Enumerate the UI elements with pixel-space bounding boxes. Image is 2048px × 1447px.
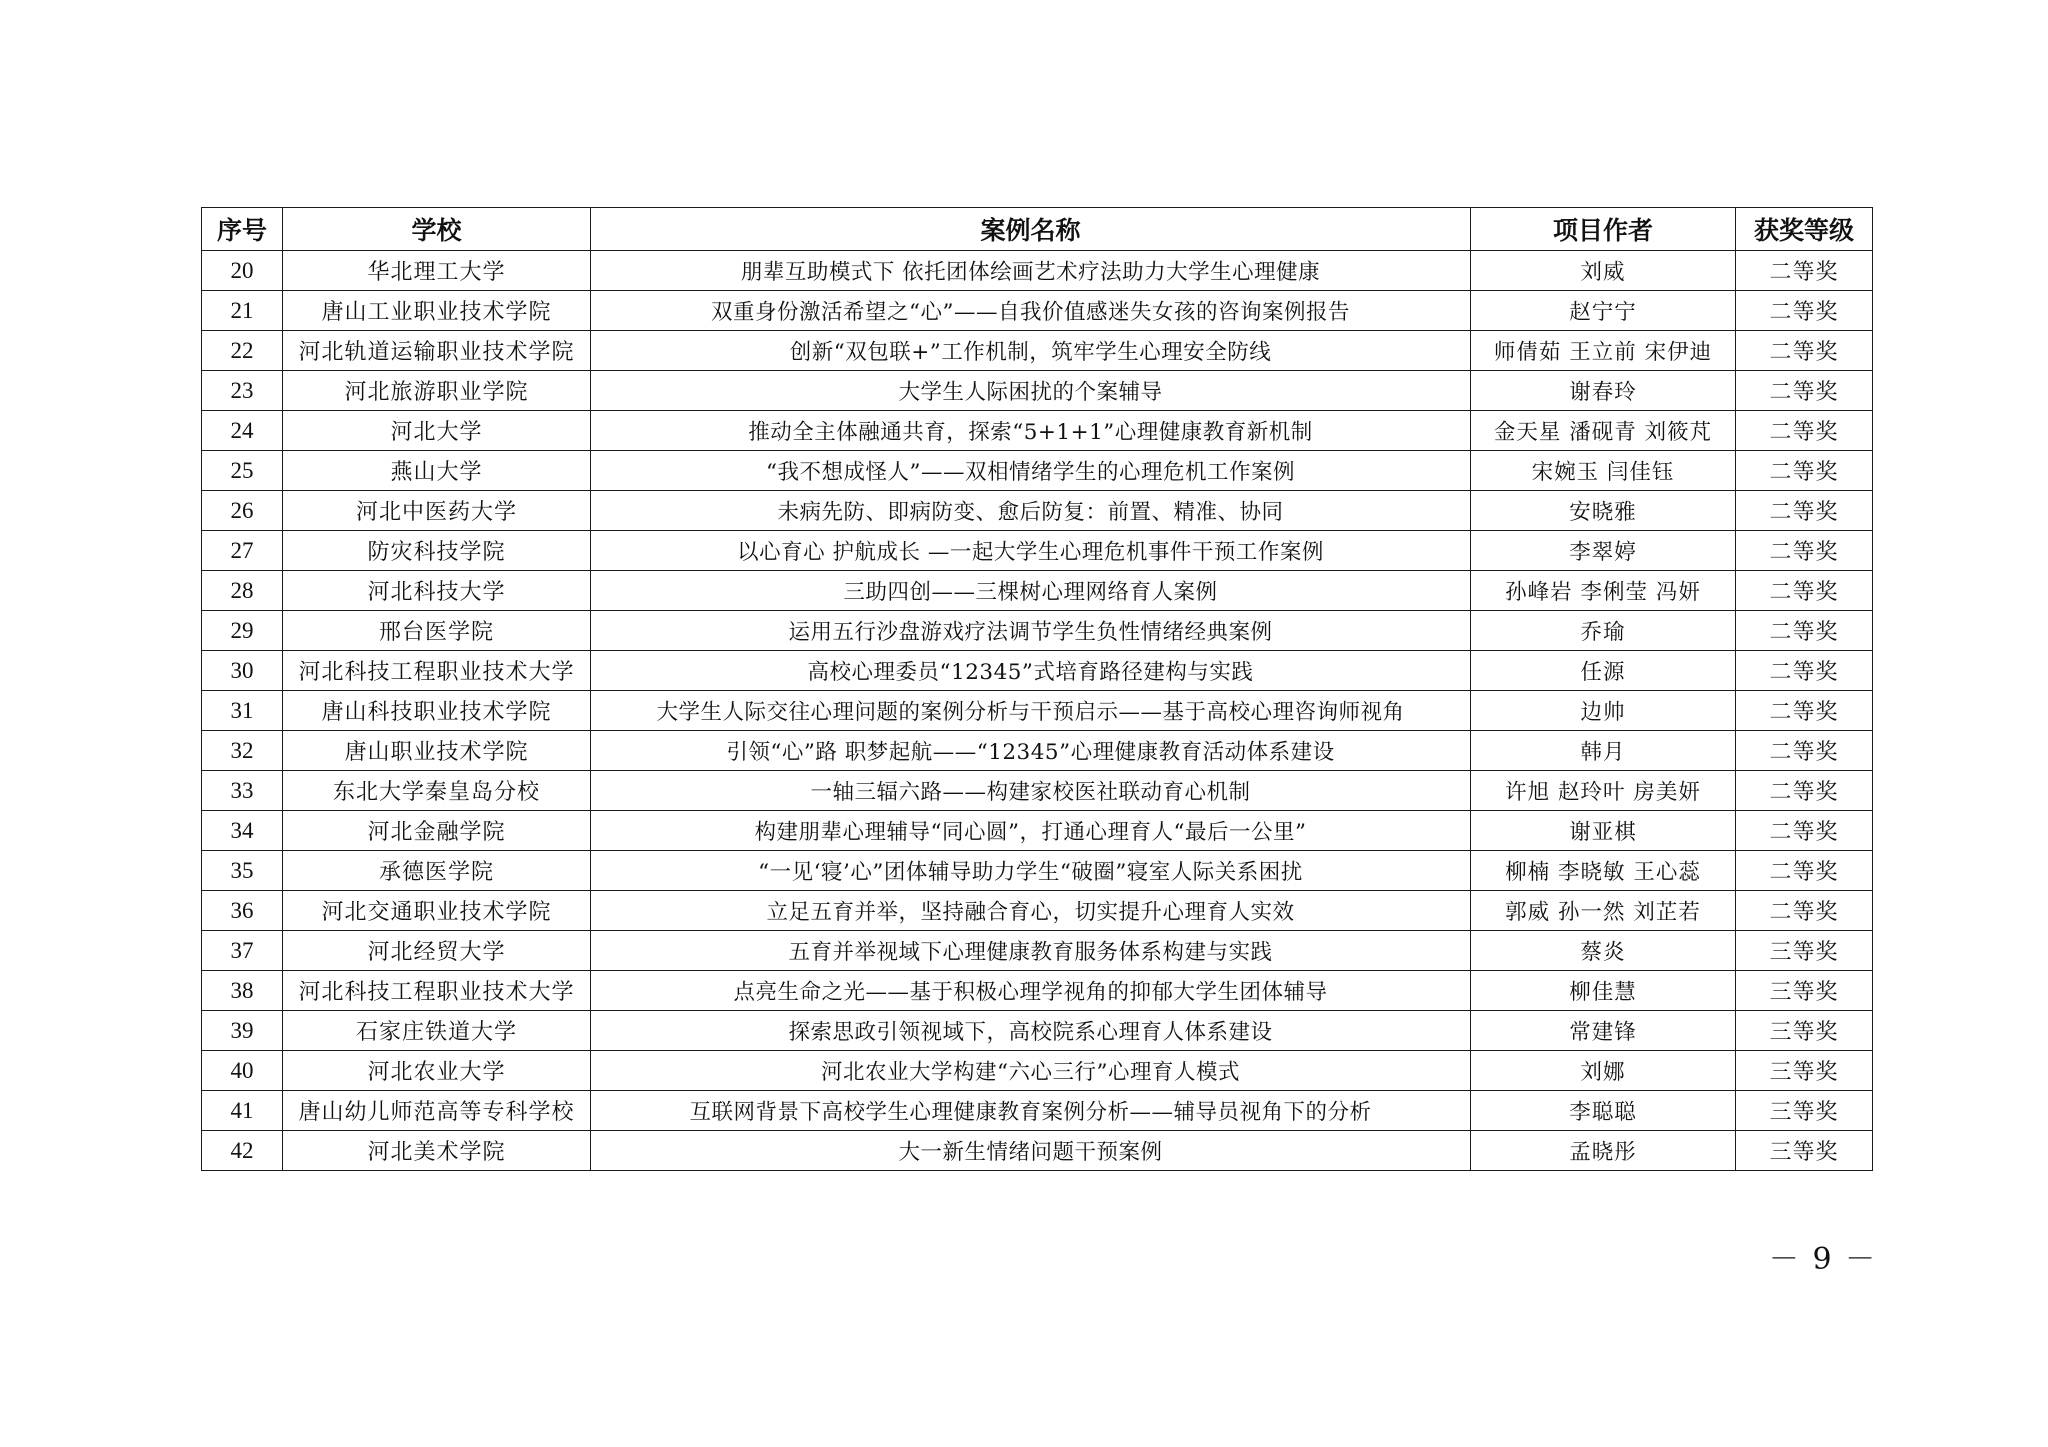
header-index: 序号 xyxy=(202,208,283,251)
cell-authors: 柳佳慧 xyxy=(1471,971,1736,1011)
cell-award: 二等奖 xyxy=(1736,251,1873,291)
table-row xyxy=(202,1051,1873,1091)
cell-school: 河北农业大学 xyxy=(283,1051,591,1091)
cell-index: 36 xyxy=(202,891,283,931)
table-row xyxy=(202,971,1873,1011)
cell-school: 华北理工大学 xyxy=(283,251,591,291)
cell-case-name: 大学生人际困扰的个案辅导 xyxy=(591,371,1471,411)
cell-award: 二等奖 xyxy=(1736,331,1873,371)
cell-authors: 边帅 xyxy=(1471,691,1736,731)
cell-index: 34 xyxy=(202,811,283,851)
cell-index: 24 xyxy=(202,411,283,451)
table-row xyxy=(202,811,1873,851)
cell-case-name: 一轴三辐六路——构建家校医社联动育心机制 xyxy=(591,771,1471,811)
cell-award: 二等奖 xyxy=(1736,571,1873,611)
cell-case-name: 大一新生情绪问题干预案例 xyxy=(591,1131,1471,1171)
cell-case-name: 点亮生命之光——基于积极心理学视角的抑郁大学生团体辅导 xyxy=(591,971,1471,1011)
header-row xyxy=(202,208,1873,251)
cell-school: 石家庄铁道大学 xyxy=(283,1011,591,1051)
table-row xyxy=(202,291,1873,331)
cell-authors: 赵宁宁 xyxy=(1471,291,1736,331)
cell-index: 28 xyxy=(202,571,283,611)
cell-school: 河北轨道运输职业技术学院 xyxy=(283,331,591,371)
table-row xyxy=(202,931,1873,971)
cell-award: 三等奖 xyxy=(1736,1091,1873,1131)
cell-school: 河北科技工程职业技术大学 xyxy=(283,971,591,1011)
cell-award: 二等奖 xyxy=(1736,611,1873,651)
cell-authors: 蔡炎 xyxy=(1471,931,1736,971)
cell-authors: 郭威 孙一然 刘芷若 xyxy=(1471,891,1736,931)
cell-case-name: 运用五行沙盘游戏疗法调节学生负性情绪经典案例 xyxy=(591,611,1471,651)
cell-case-name: 探索思政引领视域下，高校院系心理育人体系建设 xyxy=(591,1011,1471,1051)
cell-school: 燕山大学 xyxy=(283,451,591,491)
table-row xyxy=(202,571,1873,611)
cell-authors: 刘娜 xyxy=(1471,1051,1736,1091)
cell-index: 21 xyxy=(202,291,283,331)
cell-authors: 宋婉玉 闫佳钰 xyxy=(1471,451,1736,491)
cell-school: 防灾科技学院 xyxy=(283,531,591,571)
table-row xyxy=(202,451,1873,491)
cell-award: 二等奖 xyxy=(1736,851,1873,891)
cell-index: 33 xyxy=(202,771,283,811)
table-row xyxy=(202,251,1873,291)
cell-index: 20 xyxy=(202,251,283,291)
header-authors: 项目作者 xyxy=(1471,208,1736,251)
table-row xyxy=(202,731,1873,771)
cell-index: 22 xyxy=(202,331,283,371)
cell-case-name: 大学生人际交往心理问题的案例分析与干预启示——基于高校心理咨询师视角 xyxy=(591,691,1471,731)
cell-award: 二等奖 xyxy=(1736,691,1873,731)
cell-authors: 任源 xyxy=(1471,651,1736,691)
cell-school: 河北旅游职业学院 xyxy=(283,371,591,411)
cell-index: 25 xyxy=(202,451,283,491)
cell-award: 二等奖 xyxy=(1736,891,1873,931)
cell-award: 三等奖 xyxy=(1736,1011,1873,1051)
cell-school: 河北科技工程职业技术大学 xyxy=(283,651,591,691)
cell-school: 承德医学院 xyxy=(283,851,591,891)
cell-case-name: 构建朋辈心理辅导“同心圆”，打通心理育人“最后一公里” xyxy=(591,811,1471,851)
cell-school: 河北经贸大学 xyxy=(283,931,591,971)
cell-index: 30 xyxy=(202,651,283,691)
cell-authors: 柳楠 李晓敏 王心蕊 xyxy=(1471,851,1736,891)
cell-case-name: 三助四创——三棵树心理网络育人案例 xyxy=(591,571,1471,611)
cell-award: 二等奖 xyxy=(1736,451,1873,491)
cell-award: 二等奖 xyxy=(1736,651,1873,691)
table-row xyxy=(202,851,1873,891)
cell-award: 三等奖 xyxy=(1736,1131,1873,1171)
cell-award: 二等奖 xyxy=(1736,771,1873,811)
cell-award: 二等奖 xyxy=(1736,411,1873,451)
cell-case-name: 以心育心 护航成长 —一起大学生心理危机事件干预工作案例 xyxy=(591,531,1471,571)
cell-index: 41 xyxy=(202,1091,283,1131)
table-row xyxy=(202,611,1873,651)
header-school: 学校 xyxy=(283,208,591,251)
cell-school: 河北科技大学 xyxy=(283,571,591,611)
table-row xyxy=(202,531,1873,571)
cell-case-name: 引领“心”路 职梦起航——“12345”心理健康教育活动体系建设 xyxy=(591,731,1471,771)
cell-school: 东北大学秦皇岛分校 xyxy=(283,771,591,811)
cell-index: 39 xyxy=(202,1011,283,1051)
cell-school: 唐山科技职业技术学院 xyxy=(283,691,591,731)
cell-award: 二等奖 xyxy=(1736,531,1873,571)
cell-award: 三等奖 xyxy=(1736,1051,1873,1091)
cell-case-name: 朋辈互助模式下 依托团体绘画艺术疗法助力大学生心理健康 xyxy=(591,251,1471,291)
table-row xyxy=(202,891,1873,931)
cell-authors: 许旭 赵玲叶 房美妍 xyxy=(1471,771,1736,811)
cell-index: 29 xyxy=(202,611,283,651)
cell-authors: 韩月 xyxy=(1471,731,1736,771)
cell-school: 唐山职业技术学院 xyxy=(283,731,591,771)
cell-school: 河北大学 xyxy=(283,411,591,451)
cell-case-name: 互联网背景下高校学生心理健康教育案例分析——辅导员视角下的分析 xyxy=(591,1091,1471,1131)
cell-index: 42 xyxy=(202,1131,283,1171)
table-header xyxy=(202,208,1873,251)
cell-school: 唐山工业职业技术学院 xyxy=(283,291,591,331)
table-row xyxy=(202,331,1873,371)
cell-index: 38 xyxy=(202,971,283,1011)
cell-award: 三等奖 xyxy=(1736,931,1873,971)
cell-authors: 刘威 xyxy=(1471,251,1736,291)
cell-case-name: 未病先防、即病防变、愈后防复：前置、精准、协同 xyxy=(591,491,1471,531)
header-award: 获奖等级 xyxy=(1736,208,1873,251)
cell-index: 37 xyxy=(202,931,283,971)
cell-authors: 乔瑜 xyxy=(1471,611,1736,651)
page-number: － 9 － xyxy=(1768,1242,1878,1277)
cell-case-name: 创新“双包联+”工作机制，筑牢学生心理安全防线 xyxy=(591,331,1471,371)
cell-award: 二等奖 xyxy=(1736,371,1873,411)
cell-school: 邢台医学院 xyxy=(283,611,591,651)
awards-table xyxy=(201,207,1873,1171)
cell-award: 二等奖 xyxy=(1736,731,1873,771)
table-row xyxy=(202,1011,1873,1051)
table-row xyxy=(202,1091,1873,1131)
cell-award: 二等奖 xyxy=(1736,491,1873,531)
table-row xyxy=(202,1131,1873,1171)
cell-index: 40 xyxy=(202,1051,283,1091)
cell-authors: 李翠婷 xyxy=(1471,531,1736,571)
cell-authors: 金天星 潘砚青 刘筱芃 xyxy=(1471,411,1736,451)
table-row xyxy=(202,651,1873,691)
cell-case-name: 河北农业大学构建“六心三行”心理育人模式 xyxy=(591,1051,1471,1091)
cell-authors: 常建锋 xyxy=(1471,1011,1736,1051)
table-row xyxy=(202,491,1873,531)
cell-case-name: “我不想成怪人”——双相情绪学生的心理危机工作案例 xyxy=(591,451,1471,491)
cell-case-name: 双重身份激活希望之“心”——自我价值感迷失女孩的咨询案例报告 xyxy=(591,291,1471,331)
cell-award: 二等奖 xyxy=(1736,291,1873,331)
cell-school: 河北交通职业技术学院 xyxy=(283,891,591,931)
cell-authors: 谢春玲 xyxy=(1471,371,1736,411)
cell-index: 26 xyxy=(202,491,283,531)
cell-authors: 孟晓彤 xyxy=(1471,1131,1736,1171)
cell-index: 31 xyxy=(202,691,283,731)
cell-index: 35 xyxy=(202,851,283,891)
cell-award: 三等奖 xyxy=(1736,971,1873,1011)
cell-case-name: 立足五育并举，坚持融合育心，切实提升心理育人实效 xyxy=(591,891,1471,931)
cell-index: 27 xyxy=(202,531,283,571)
cell-award: 二等奖 xyxy=(1736,811,1873,851)
table-row xyxy=(202,411,1873,451)
cell-school: 唐山幼儿师范高等专科学校 xyxy=(283,1091,591,1131)
cell-school: 河北美术学院 xyxy=(283,1131,591,1171)
table-row xyxy=(202,691,1873,731)
cell-index: 32 xyxy=(202,731,283,771)
cell-authors: 谢亚棋 xyxy=(1471,811,1736,851)
header-case-name: 案例名称 xyxy=(591,208,1471,251)
cell-case-name: “一见‘寝’心”团体辅导助力学生“破圈”寝室人际关系困扰 xyxy=(591,851,1471,891)
cell-authors: 孙峰岩 李俐莹 冯妍 xyxy=(1471,571,1736,611)
cell-school: 河北中医药大学 xyxy=(283,491,591,531)
cell-case-name: 五育并举视域下心理健康教育服务体系构建与实践 xyxy=(591,931,1471,971)
cell-authors: 师倩茹 王立前 宋伊迪 xyxy=(1471,331,1736,371)
cell-index: 23 xyxy=(202,371,283,411)
table-body xyxy=(202,251,1873,1171)
cell-authors: 安晓雅 xyxy=(1471,491,1736,531)
table-row xyxy=(202,771,1873,811)
cell-school: 河北金融学院 xyxy=(283,811,591,851)
cell-case-name: 高校心理委员“12345”式培育路径建构与实践 xyxy=(591,651,1471,691)
cell-authors: 李聪聪 xyxy=(1471,1091,1736,1131)
cell-case-name: 推动全主体融通共育，探索“5+1+1”心理健康教育新机制 xyxy=(591,411,1471,451)
table-row xyxy=(202,371,1873,411)
